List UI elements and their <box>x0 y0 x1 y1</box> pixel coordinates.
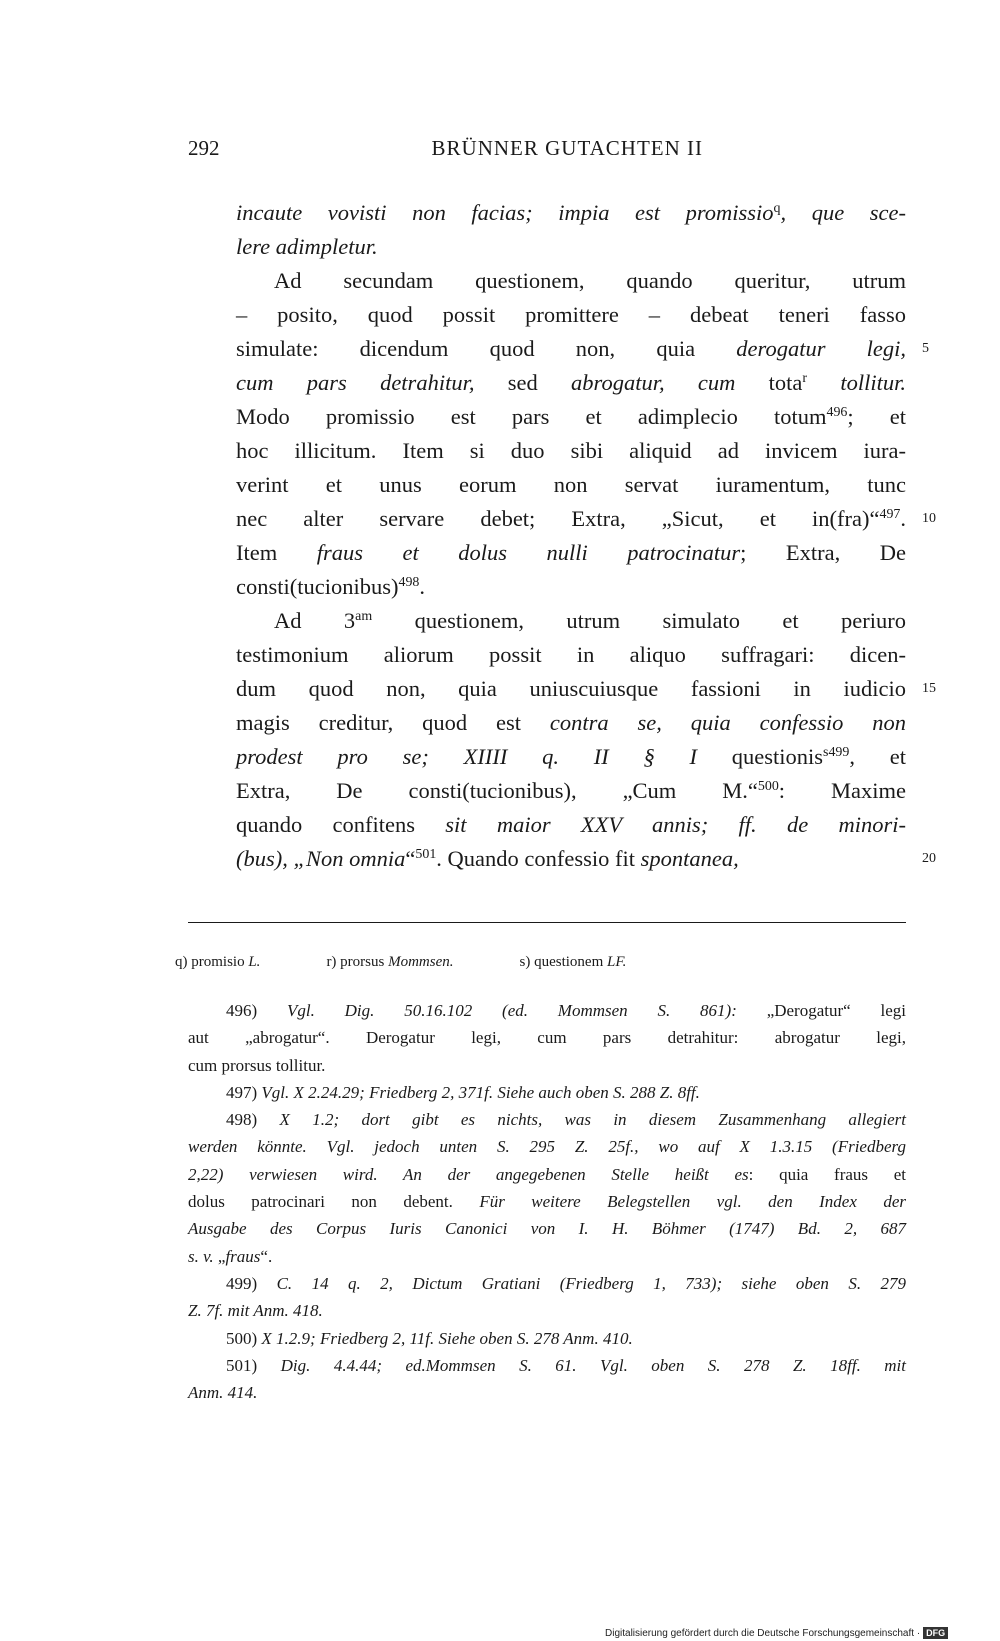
running-title: BRÜNNER GUTACHTEN II <box>431 136 703 160</box>
footnote-line: s. v. „fraus“. <box>188 1246 273 1266</box>
footnote-line: 496) Vgl. Dig. 50.16.102 (ed. Mommsen S. 861): „Derogatur“ legi <box>226 1001 906 1020</box>
footnotes <box>188 997 906 1406</box>
credit-text: Digitalisierung gefördert durch die Deutsche Forschungsgemeinschaft · <box>605 1628 921 1639</box>
text-line: Ad secundam questionem, quando queritur, utrum <box>274 268 906 293</box>
text-line: incaute vovisti non facias; impia est promissio$^q$, que sce- <box>236 200 906 225</box>
text-line: verint et unus eorum non servat iuramentum, tunc <box>236 472 906 497</box>
digitization-credit <box>605 1627 1000 1641</box>
text-line: Item fraus et dolus nulli patrocinatur; Extra, De <box>236 540 906 565</box>
footnote-line: 497) Vgl. X 2.24.29; Friedberg 2, 371f. Siehe auch oben S. 288 Z. 8ff. <box>226 1082 700 1102</box>
text-line: quando confitens sit maior XXV annis; ff. de minori- <box>236 812 906 837</box>
line-number: 15 <box>922 681 936 696</box>
footnote-line: dolus patrocinari non debent. Für weitere Belegstellen vgl. den Index der <box>188 1192 907 1212</box>
line-number: 20 <box>922 851 936 866</box>
line-number: 5 <box>922 341 929 356</box>
line-number: 10 <box>922 511 936 526</box>
text-line: Extra, De consti(tucionibus), „Cum M.“$^{500}$: Maxime <box>236 778 906 803</box>
text-line: simulate: dicendum quod non, quia derogatur legi, 5 <box>236 332 906 366</box>
text-line: cum pars detrahitur, sed abrogatur, cum tota$^r$ tollitur. <box>236 370 907 395</box>
footnote-line: Z. 7f. mit Anm. 418. <box>188 1301 323 1321</box>
footnote-line: 498) X 1.2; dort gibt es nichts, was in diesem Zusammenhang allegiert <box>226 1110 906 1130</box>
text-line: consti(tucionibus)$^{498}$. <box>236 574 426 599</box>
footnote-line: 501) Dig. 4.4.44; ed.Mommsen S. 61. Vgl. oben S. 278 Z. 18ff. mit <box>226 1355 906 1375</box>
text-line: Ad $3^{am}$ questionem, utrum simulato et periuro <box>274 608 907 633</box>
footnote-line: aut „abrogatur“. Derogatur legi, cum pars detrahitur: abrogatur legi, <box>188 1028 906 1048</box>
page-number: 292 <box>188 136 220 160</box>
textual-note: q) promisio L. <box>175 954 261 970</box>
main-text <box>236 196 936 876</box>
footnote-line: cum prorsus tollitur. <box>188 1055 326 1075</box>
page-header <box>188 136 703 166</box>
footnote-divider <box>188 922 906 923</box>
text-line: hoc illicitum. Item si duo sibi aliquid ad invicem iura- <box>236 438 906 463</box>
footnote-line: 500) X 1.2.9; Friedberg 2, 11f. Siehe oben S. 278 Anm. 410. <box>226 1328 633 1348</box>
text-line: nec alter servare debet; Extra, „Sicut, et in(fra)“$^{497}$. 10 <box>236 502 906 536</box>
textual-notes <box>175 950 906 974</box>
dfg-logo: DFG <box>923 1627 948 1639</box>
footnote-line: 499) C. 14 q. 2, Dictum Gratiani (Friedberg 1, 733); siehe oben S. 279 <box>226 1273 906 1293</box>
footnote-line: Anm. 414. <box>188 1383 258 1403</box>
text-line: magis creditur, quod est contra se, quia confessio non <box>236 710 906 735</box>
footnote-line: Ausgabe des Corpus Iuris Canonici von I. H. Böhmer (1747) Bd. 2, 687 <box>188 1219 906 1239</box>
footnote-line: werden könnte. Vgl. jedoch unten S. 295 Z. 25f., wo auf X 1.3.15 (Friedberg <box>188 1137 906 1157</box>
text-line: Modo promissio est pars et adimplecio totum$^{496}$; et <box>236 404 906 429</box>
text-line: dum quod non, quia uniuscuiusque fassioni in iudicio 15 <box>236 672 906 706</box>
text-line: prodest pro se; XIIII q. II § I questionis$^{s499}$, et <box>236 744 907 769</box>
text-line: lere adimpletur. <box>236 234 378 259</box>
textual-note: s) questionem LF. <box>519 954 627 970</box>
textual-note: r) prorsus Mommsen. <box>326 954 454 970</box>
footnote-line: 2,22) verwiesen wird. An der angegebenen Stelle heißt es: quia fraus et <box>188 1164 906 1184</box>
text-line: (bus), „Non omnia“$^{501}$. Quando confessio fit spontanea, 20 <box>236 842 906 876</box>
text-line: – posito, quod possit promittere – debeat teneri fasso <box>236 302 906 327</box>
text-line: testimonium aliorum possit in aliquo suffragari: dicen- <box>236 642 906 667</box>
